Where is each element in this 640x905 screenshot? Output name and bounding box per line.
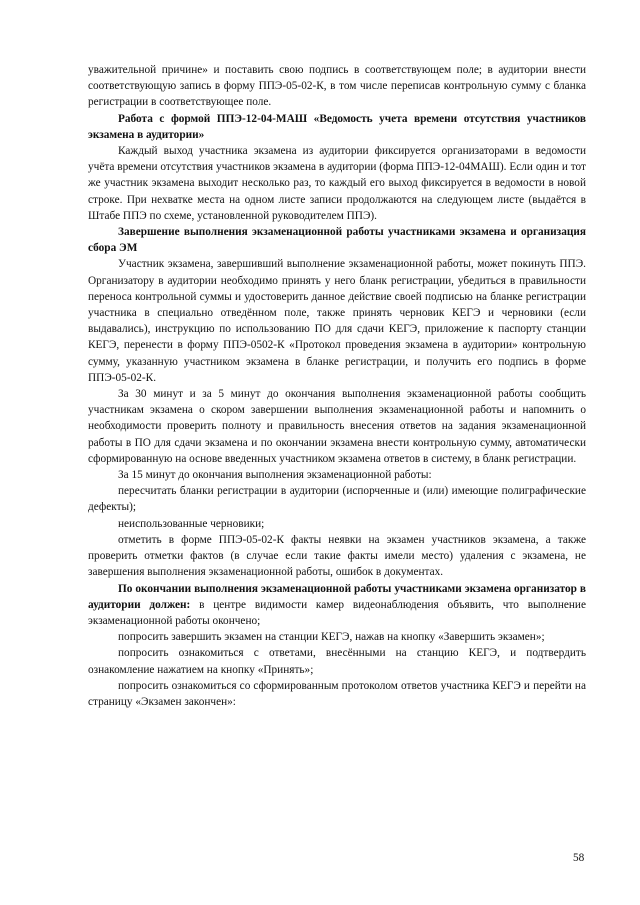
list-item-review-answers: попросить ознакомиться с ответами, внесёнными на станцию КЕГЭ, и подтвердить ознакомление нажатием на кнопку «Принять»; [88, 647, 586, 676]
paragraph-valid-reason: уважительной причине» и поставить свою подпись в соответствующем поле; в аудитории внести соответствующую запись в форму ППЭ-05-02-К, в том числе переписав контрольную сумму с бланка регистрации в соответствующее поле. [88, 64, 586, 109]
page-number: 58 [573, 852, 585, 864]
paragraph-end-of-exam [88, 581, 586, 630]
section-heading-form-12-04: Работа с формой ППЭ-12-04-МАШ «Ведомость учета времени отсутствия участников экзамена в аудитории» [88, 112, 586, 141]
document-body [88, 62, 586, 710]
end-of-exam-bold-lead: По окончании выполнения экзаменационной работы участниками экзамена организатор в аудитории должен: [88, 582, 586, 611]
paragraph-participant-finish: Участник экзамена, завершивший выполнение экзаменационной работы, может покинуть ППЭ. Организатору в аудитории необходимо принять у него бланк регистрации, убедиться в правильности переноса контрольной суммы и удостоверить данное действие своей подписью на бланке регистрации участника в специально отведённом поле, также принять черновик КЕГЭ и черновики (если выдавались), инструкцию по использованию ПО для сдачи КЕГЭ, приложение к паспорту станции КЕГЭ, перенести в форму ППЭ-0502-К «Протокол проведения экзамена в аудитории» контрольную сумму, указанную участником экзамена в бланке регистрации, и получить его подпись в форме ППЭ-05-02-К. [88, 258, 586, 384]
paragraph-time-warnings: За 30 минут и за 5 минут до окончания выполнения экзаменационной работы сообщить участникам экзамена о скором завершении выполнения экзаменационной работы и напомнить о необходимости проверить полноту и правильность внесения ответов на задания экзаменационной работы в ПО для сдачи экзамена и по окончании экзамена внести контрольную сумму, автоматически сформированную на основе введенных участником экзамена ответов в систему, в бланк регистрации. [88, 388, 586, 465]
section-heading-exam-completion: Завершение выполнения экзаменационной работы участниками экзамена и организация сбора ЭМ [88, 226, 586, 255]
list-item-finish-station: попросить завершить экзамен на станции КЕГЭ, нажав на кнопку «Завершить экзамен»; [118, 631, 545, 644]
end-of-exam-text: в центре видимости камер видеонаблюдения объявить, что выполнение экзаменационной работы окончено; [88, 598, 586, 627]
list-item-unused-drafts: неиспользованные черновики; [118, 517, 265, 530]
list-item-review-protocol: попросить ознакомиться со сформированным протоколом ответов участника КЕГЭ и перейти на страницу «Экзамен закончен»: [88, 679, 586, 708]
list-item-mark-absences: отметить в форме ППЭ-05-02-К факты неявки на экзамен участников экзамена, а также проверить отметки фактов (в случае если такие факты имели место) удаления с экзамена, не завершения выполнения экзаменационной работы, ошибок в документах. [88, 533, 586, 579]
paragraph-exit-recording: Каждый выход участника экзамена из аудитории фиксируется организаторами в ведомости учёта времени отсутствия участников экзамена в аудитории (форма ППЭ-12-04МАШ). Если один и тот же участник экзамена выходит несколько раз, то каждый его выход фиксируется в ведомости в новой строке. При нехватке места на одном листе записи продолжаются на следующем листе (выдаётся в Штабе ППЭ по схеме, установленной руководителем ППЭ). [88, 145, 586, 222]
paragraph-15-minutes: За 15 минут до окончания выполнения экзаменационной работы: [118, 469, 432, 482]
list-item-recount-forms: пересчитать бланки регистрации в аудитории (испорченные и (или) имеющие полиграфические дефекты); [88, 485, 586, 514]
